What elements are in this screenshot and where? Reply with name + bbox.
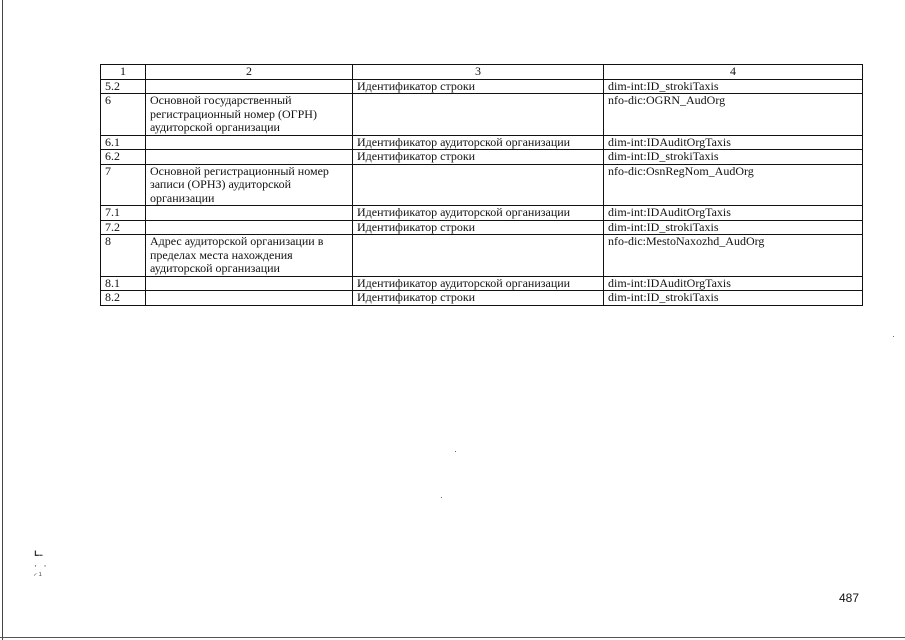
row-number: 7.2 (101, 220, 146, 235)
table-row (101, 220, 863, 235)
row-identifier: Идентификатор аудиторской организации (353, 135, 604, 150)
scan-speck (455, 451, 456, 452)
row-number: 8.1 (101, 276, 146, 291)
table-row (101, 206, 863, 221)
row-number: 7 (101, 164, 146, 206)
table-header-row (101, 65, 863, 80)
row-name (146, 276, 353, 291)
page-number: 487 (839, 591, 860, 605)
row-identifier: Идентификатор аудиторской организации (353, 276, 604, 291)
scan-margin-marks: ┗┅ · · ◜ˡ (33, 552, 48, 581)
row-code: nfo-dic:OGRN_AudOrg (604, 94, 863, 136)
row-identifier: Идентификатор строки (353, 150, 604, 165)
header-cell-1: 1 (101, 65, 146, 80)
table-row (101, 235, 863, 277)
row-code: dim-int:ID_strokiTaxis (604, 220, 863, 235)
row-code: nfo-dic:MestoNaxozhd_AudOrg (604, 235, 863, 277)
scan-speck (441, 497, 442, 498)
row-name (146, 150, 353, 165)
table-row (101, 94, 863, 136)
table-row (101, 79, 863, 94)
table-row (101, 150, 863, 165)
header-cell-2: 2 (146, 65, 353, 80)
document-table (100, 64, 863, 306)
row-identifier (353, 164, 604, 206)
row-code: dim-int:ID_strokiTaxis (604, 79, 863, 94)
row-number: 8.2 (101, 291, 146, 306)
header-cell-4: 4 (604, 65, 863, 80)
row-identifier: Идентификатор аудиторской организации (353, 206, 604, 221)
row-identifier: Идентификатор строки (353, 79, 604, 94)
row-number: 5.2 (101, 79, 146, 94)
table-row (101, 164, 863, 206)
row-name: Основной государственный регистрационный номер (ОГРН) аудиторской организации (146, 94, 353, 136)
table-row (101, 135, 863, 150)
row-code: dim-int:IDAuditOrgTaxis (604, 135, 863, 150)
header-cell-3: 3 (353, 65, 604, 80)
row-name (146, 79, 353, 94)
row-code: dim-int:IDAuditOrgTaxis (604, 276, 863, 291)
page-edge-left (2, 0, 3, 640)
row-number: 6.1 (101, 135, 146, 150)
row-name: Адрес аудиторской организации в пределах места нахождения аудиторской организации (146, 235, 353, 277)
row-name (146, 135, 353, 150)
row-code: dim-int:ID_strokiTaxis (604, 150, 863, 165)
table-row (101, 276, 863, 291)
row-number: 8 (101, 235, 146, 277)
row-name: Основной регистрационный номер записи (ОРНЗ) аудиторской организации (146, 164, 353, 206)
row-number: 7.1 (101, 206, 146, 221)
table-row (101, 291, 863, 306)
row-code: nfo-dic:OsnRegNom_AudOrg (604, 164, 863, 206)
row-name (146, 220, 353, 235)
row-identifier (353, 94, 604, 136)
scan-speck (893, 336, 894, 337)
row-number: 6 (101, 94, 146, 136)
row-identifier (353, 235, 604, 277)
row-identifier: Идентификатор строки (353, 220, 604, 235)
row-code: dim-int:IDAuditOrgTaxis (604, 206, 863, 221)
row-name (146, 206, 353, 221)
page-edge-bottom (0, 637, 905, 638)
row-code: dim-int:ID_strokiTaxis (604, 291, 863, 306)
row-number: 6.2 (101, 150, 146, 165)
row-identifier: Идентификатор строки (353, 291, 604, 306)
row-name (146, 291, 353, 306)
